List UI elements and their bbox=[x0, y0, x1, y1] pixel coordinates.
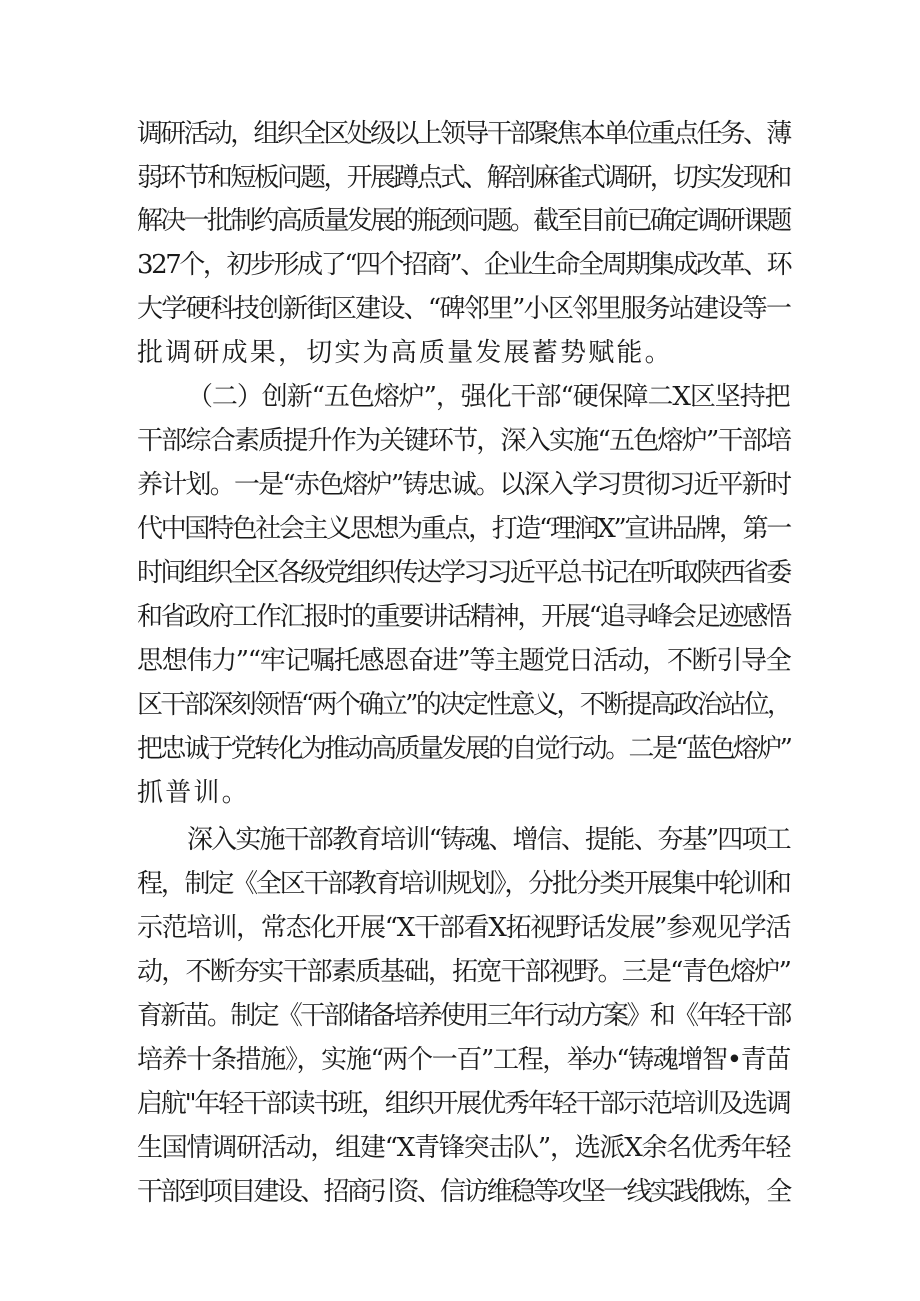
text-line: 干部综合素质提升作为关键环节，深入实施“五色熔炉”干部培 bbox=[137, 426, 791, 456]
text-line: 生国情调研活动，组建“X青锋突击队”，选派X余名优秀年轻 bbox=[137, 1133, 791, 1163]
text-line: 干部到项目建设、招商引资、信访维稳等攻坚一线实践俄炼，全 bbox=[137, 1177, 790, 1207]
text-line: 解决一批制约高质量发展的瓶颈问题。截至目前已确定调研课题 bbox=[137, 206, 790, 236]
text-line: 区干部深刻领悟“两个确立”的决定性意义，不断提高政治站位， bbox=[137, 690, 791, 720]
text-line: 思想伟力”“牢记嘱托感恩奋进”等主题党日活动，不断引导全 bbox=[137, 646, 791, 676]
text-line: 和省政府工作汇报时的重要讲话精神，开展“追寻峰会足迹感悟 bbox=[137, 602, 790, 632]
text-line: 示范培训，常态化开展“X干部看X拓视野话发展”参观见学活 bbox=[137, 913, 791, 943]
text-line: 育新苗。制定《干部储备培养使用三年行动方案》和《年轻干部 bbox=[137, 1001, 790, 1031]
paragraph-start-line: 深入实施干部教育培训“铸魂、增信、提能、夯基”四项工 bbox=[187, 825, 790, 855]
text-line: 327个，初步形成了“四个招商”、企业生命全周期集成改革、环 bbox=[137, 250, 791, 280]
text-line: 调研活动，组织全区处级以上领导干部聚焦本单位重点任务、薄 bbox=[137, 119, 790, 149]
text-line: 养计划。一是“赤色熔炉”铸忠诚。以深入学习贯彻习近平新时 bbox=[137, 470, 791, 500]
text-line: 把忠诚于党转化为推动高质量发展的自觉行动。二是“蓝色熔炉” bbox=[137, 734, 791, 764]
text-line: 代中国特色社会主义思想为重点，打造“理润X”宣讲品牌，第一 bbox=[137, 514, 790, 544]
text-line: 程，制定《全区干部教育培训规划》，分批分类开展集中轮训和 bbox=[137, 869, 790, 899]
text-line: 弱环节和短板问题，开展蹲点式、解剖麻雀式调研，切实发现和 bbox=[137, 163, 790, 193]
text-line: 启航"年轻干部读书班，组织开展优秀年轻干部示范培训及选调 bbox=[137, 1089, 790, 1119]
text-line: 培养十条措施》，实施“两个一百”工程，举办“铸魂增智•青苗 bbox=[137, 1045, 791, 1075]
text-line: 大学硬科技创新街区建设、“碑邻里”小区邻里服务站建设等一 bbox=[137, 294, 791, 324]
text-line: 抓普训。 bbox=[137, 778, 250, 808]
text-line: 时间组织全区各级党组织传达学习习近平总书记在听取陕西省委 bbox=[137, 558, 790, 588]
text-line: 动，不断夯实干部素质基础，拓宽干部视野。三是“青色熔炉” bbox=[137, 957, 791, 987]
text-line: 批调研成果，切实为高质量发展蓄势赋能。 bbox=[137, 338, 673, 368]
section-heading-line: （二）创新“五色熔炉”，强化干部“硬保障二X区坚持把 bbox=[187, 382, 790, 412]
